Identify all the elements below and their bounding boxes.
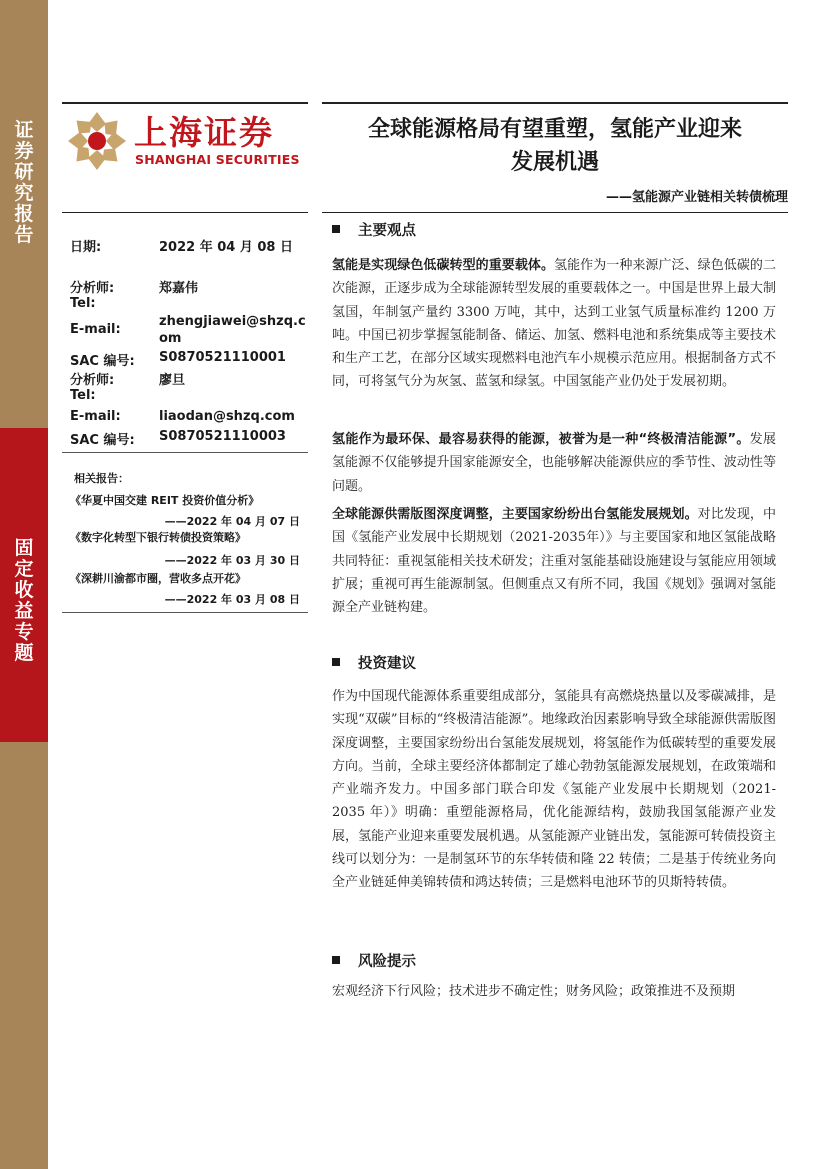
divider-left-related-bottom xyxy=(62,612,308,613)
square-bullet-icon xyxy=(332,225,340,233)
related-report-title[interactable]: 《深耕川渝都市圈，营收多点开花》 xyxy=(70,572,246,585)
section-heading-invest: 投资建议 xyxy=(332,652,416,673)
section-heading-main-view: 主要观点 xyxy=(332,219,416,240)
sidebar-label-report-type: 证 券 研 究 报 告 xyxy=(14,119,34,246)
divider-left-related-top xyxy=(62,452,308,453)
company-logo-icon xyxy=(66,110,128,172)
related-report-date: ——2022 年 03 月 08 日 xyxy=(164,593,300,606)
paragraph-main-1: 氢能是实现绿色低碳转型的重要载体。氢能作为一种来源广泛、绿色低碳的二次能源，正逐步成为全球能源转型发展的重要载体之一。中国是世界上最大制氢国，年制氢产量约 3300 万吨，其中，达到工业氢气质量标准约 1200 万吨。中国已初步掌握氢能制备、储运、加氢、燃料电池和系统集成等主要技术和生产工艺，在部分区域实现燃料电池汽车小规模示范应用。根据制备方式不同，可将氢气分为灰氢、蓝氢和绿氢。中国氢能产业仍处于发展初期。 xyxy=(332,258,776,390)
paragraph-main-2: 氢能作为最环保、最容易获得的能源，被誉为是一种“终极清洁能源”。发展氢能源不仅能够提升国家能源安全，也能够解决能源供应的季节性、波动性等问题。 xyxy=(332,432,776,494)
report-title-line2: 发展机遇 xyxy=(510,150,599,175)
report-title-line1: 全球能源格局有望重塑，氢能产业迎来 xyxy=(367,117,742,142)
related-reports-heading: 相关报告： xyxy=(74,472,129,485)
related-report-title[interactable]: 《数字化转型下银行转债投资策略》 xyxy=(70,531,246,544)
company-name-cn: 上海证券 xyxy=(134,113,274,152)
report-subtitle: ——氢能源产业链相关转债梳理 xyxy=(605,190,788,205)
paragraph-risk: 宏观经济下行风险；技术进步不确定性；财务风险；政策推进不及预期 xyxy=(332,984,736,999)
square-bullet-icon xyxy=(332,956,340,964)
divider-left xyxy=(62,212,308,213)
related-report-title[interactable]: 《华夏中国交建 REIT 投资价值分析》 xyxy=(70,494,260,507)
section-heading-risk: 风险提示 xyxy=(332,950,416,971)
report-title xyxy=(322,113,788,179)
header-rule-right xyxy=(322,102,788,104)
divider-right xyxy=(322,212,788,213)
related-report-date: ——2022 年 03 月 30 日 xyxy=(164,554,300,567)
company-name-en: SHANGHAI SECURITIES xyxy=(135,152,300,167)
paragraph-invest: 作为中国现代能源体系重要组成部分，氢能具有高燃烧热量以及零碳减排，是实现“双碳”目标的“终极清洁能源”。地缘政治因素影响导致全球能源供需版图深度调整，主要国家纷纷出台氢能发展规划，将氢能作为低碳转型的重要发展方向。当前，全球主要经济体都制定了雄心勃勃氢能源发展规划，在政策端和产业端齐发力。中国多部门联合印发《氢能产业发展中长期规划（2021-2035 年）》明确：重塑能源格局，优化能源结构，鼓励我国氢能源产业发展，氢能产业迎来重要发展机遇。从氢能源产业链出发，氢能源可转债投资主线可以划分为：一是制氢环节的东华转债和隆 22 转债；二是基于传统业务向全产业链延伸美锦转债和鸿达转债；三是燃料电池环节的贝斯特转债。 xyxy=(332,689,776,891)
square-bullet-icon xyxy=(332,658,340,666)
sidebar-label-topic: 固 定 收 益 专 题 xyxy=(14,537,34,664)
paragraph-main-3: 全球能源供需版图深度调整，主要国家纷纷出台氢能发展规划。对比发现，中国《氢能产业发展中长期规划（2021-2035年）》与主要国家和地区氢能战略共同特征：重视氢能相关技术研发；注重对氢能基础设施建设与氢能应用领域扩展；重视可再生能源制氢。但侧重点又有所不同，我国《规划》强调对氢能源全产业链构建。 xyxy=(332,507,776,616)
header-rule-left xyxy=(62,102,308,104)
related-report-date: ——2022 年 04 月 07 日 xyxy=(164,515,300,528)
